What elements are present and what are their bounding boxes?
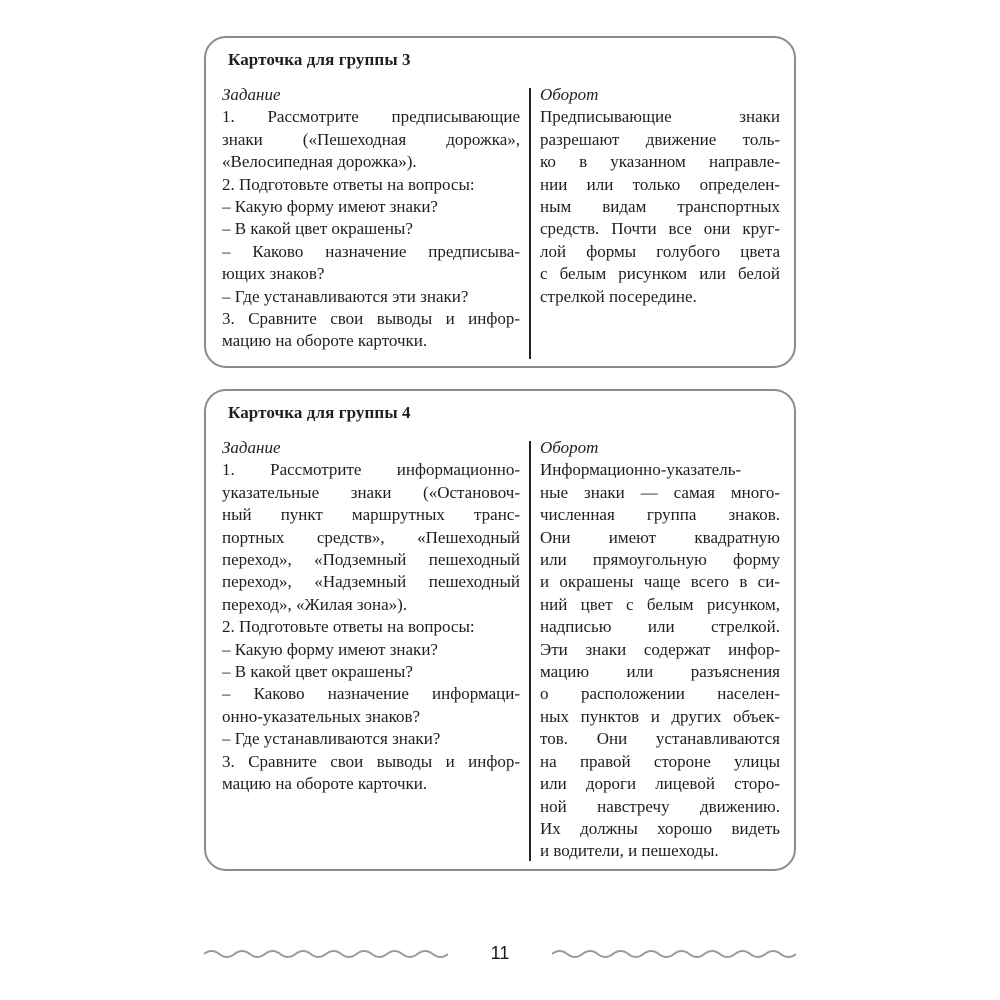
back-line: стрелкой посередине.	[540, 286, 697, 306]
task-line: 2. Подготовьте ответы на вопросы:	[222, 174, 475, 194]
column-divider	[529, 441, 531, 861]
task-line: – Где устанавливаются эти знаки?	[222, 286, 469, 306]
card-group-4	[204, 389, 796, 871]
task-line: портных средств», «Пешеходный	[222, 527, 520, 547]
task-line: – В какой цвет окрашены?	[222, 219, 413, 239]
task-line: – Какую форму имеют знаки?	[222, 639, 438, 659]
wave-ornament-left	[204, 948, 448, 960]
task-heading: Задание	[222, 85, 281, 104]
back-line: надписью или стрелкой.	[540, 617, 780, 637]
column-divider	[529, 88, 531, 359]
card-title: Карточка для группы 3	[228, 50, 411, 69]
task-line: указательные знаки («Остановоч-	[222, 482, 520, 502]
back-line: Эти знаки содержат инфор-	[540, 639, 780, 659]
task-line: «Велосипедная дорожка»).	[222, 152, 417, 172]
task-line: – Какую форму имеют знаки?	[222, 197, 438, 217]
task-line: – В какой цвет окрашены?	[222, 662, 413, 682]
back-line: ных пунктов и других объек-	[540, 706, 780, 726]
task-line: переход», «Жилая зона»).	[222, 594, 408, 614]
wave-ornament-right	[552, 948, 796, 960]
back-column	[540, 437, 780, 863]
back-line: лой формы голубого цвета	[540, 241, 780, 261]
back-line: Предписывающие знаки	[540, 107, 780, 127]
page-footer	[0, 940, 1000, 970]
task-line: 1. Рассмотрите информационно-	[222, 460, 520, 480]
task-heading: Задание	[222, 438, 281, 457]
back-line: ной навстречу движению.	[540, 796, 780, 816]
task-line: – Каково назначение предписыва-	[222, 241, 520, 261]
back-line: мацию или разъяснения	[540, 662, 780, 682]
task-line: знаки («Пешеходная дорожка»,	[222, 129, 520, 149]
task-column	[222, 84, 520, 353]
back-line: нии или только определен-	[540, 174, 780, 194]
back-line: ным видам транспортных	[540, 197, 780, 217]
back-line: или прямоугольную форму	[540, 550, 780, 570]
task-line: 1. Рассмотрите предписывающие	[222, 107, 520, 127]
back-column	[540, 84, 780, 308]
back-line: Их должны хорошо видеть	[540, 818, 780, 838]
back-line: и окрашены чаще всего в си-	[540, 572, 780, 592]
wave-ornament-path	[204, 951, 448, 957]
back-line: ные знаки — самая много-	[540, 482, 780, 502]
back-line: ний цвет с белым рисунком,	[540, 594, 780, 614]
task-line: 2. Подготовьте ответы на вопросы:	[222, 617, 475, 637]
back-line: или дороги лицевой сторо-	[540, 774, 780, 794]
back-line: средств. Почти все они круг-	[540, 219, 780, 239]
task-line: 3. Сравните свои выводы и инфор-	[222, 309, 520, 329]
back-line: разрешают движение толь-	[540, 129, 780, 149]
back-line: о расположении населен-	[540, 684, 780, 704]
task-line: ный пункт маршрутных транс-	[222, 505, 520, 525]
task-line: переход», «Подземный пешеходный	[222, 550, 520, 570]
back-line: тов. Они устанавливаются	[540, 729, 780, 749]
task-line: онно-указательных знаков?	[222, 706, 421, 726]
page-number: 11	[490, 943, 510, 963]
back-heading: Оборот	[540, 438, 599, 457]
card-group-3	[204, 36, 796, 368]
task-line: – Где устанавливаются знаки?	[222, 729, 441, 749]
back-heading: Оборот	[540, 85, 599, 104]
wave-ornament-path	[552, 951, 796, 957]
task-line: – Каково назначение информаци-	[222, 684, 520, 704]
task-column	[222, 437, 520, 796]
back-line: и водители, и пешеходы.	[540, 841, 719, 861]
back-line: ко в указанном направле-	[540, 152, 780, 172]
card-title: Карточка для группы 4	[228, 403, 411, 422]
task-line: мацию на обороте карточки.	[222, 774, 428, 794]
back-line: с белым рисунком или белой	[540, 264, 780, 284]
back-line: Информационно-указатель-	[540, 460, 742, 480]
task-line: мацию на обороте карточки.	[222, 331, 428, 351]
task-line: 3. Сравните свои выводы и инфор-	[222, 751, 520, 771]
back-line: Они имеют квадратную	[540, 527, 780, 547]
task-line: ющих знаков?	[222, 264, 325, 284]
back-line: численная группа знаков.	[540, 505, 780, 525]
back-line: на правой стороне улицы	[540, 751, 780, 771]
task-line: переход», «Надземный пешеходный	[222, 572, 520, 592]
